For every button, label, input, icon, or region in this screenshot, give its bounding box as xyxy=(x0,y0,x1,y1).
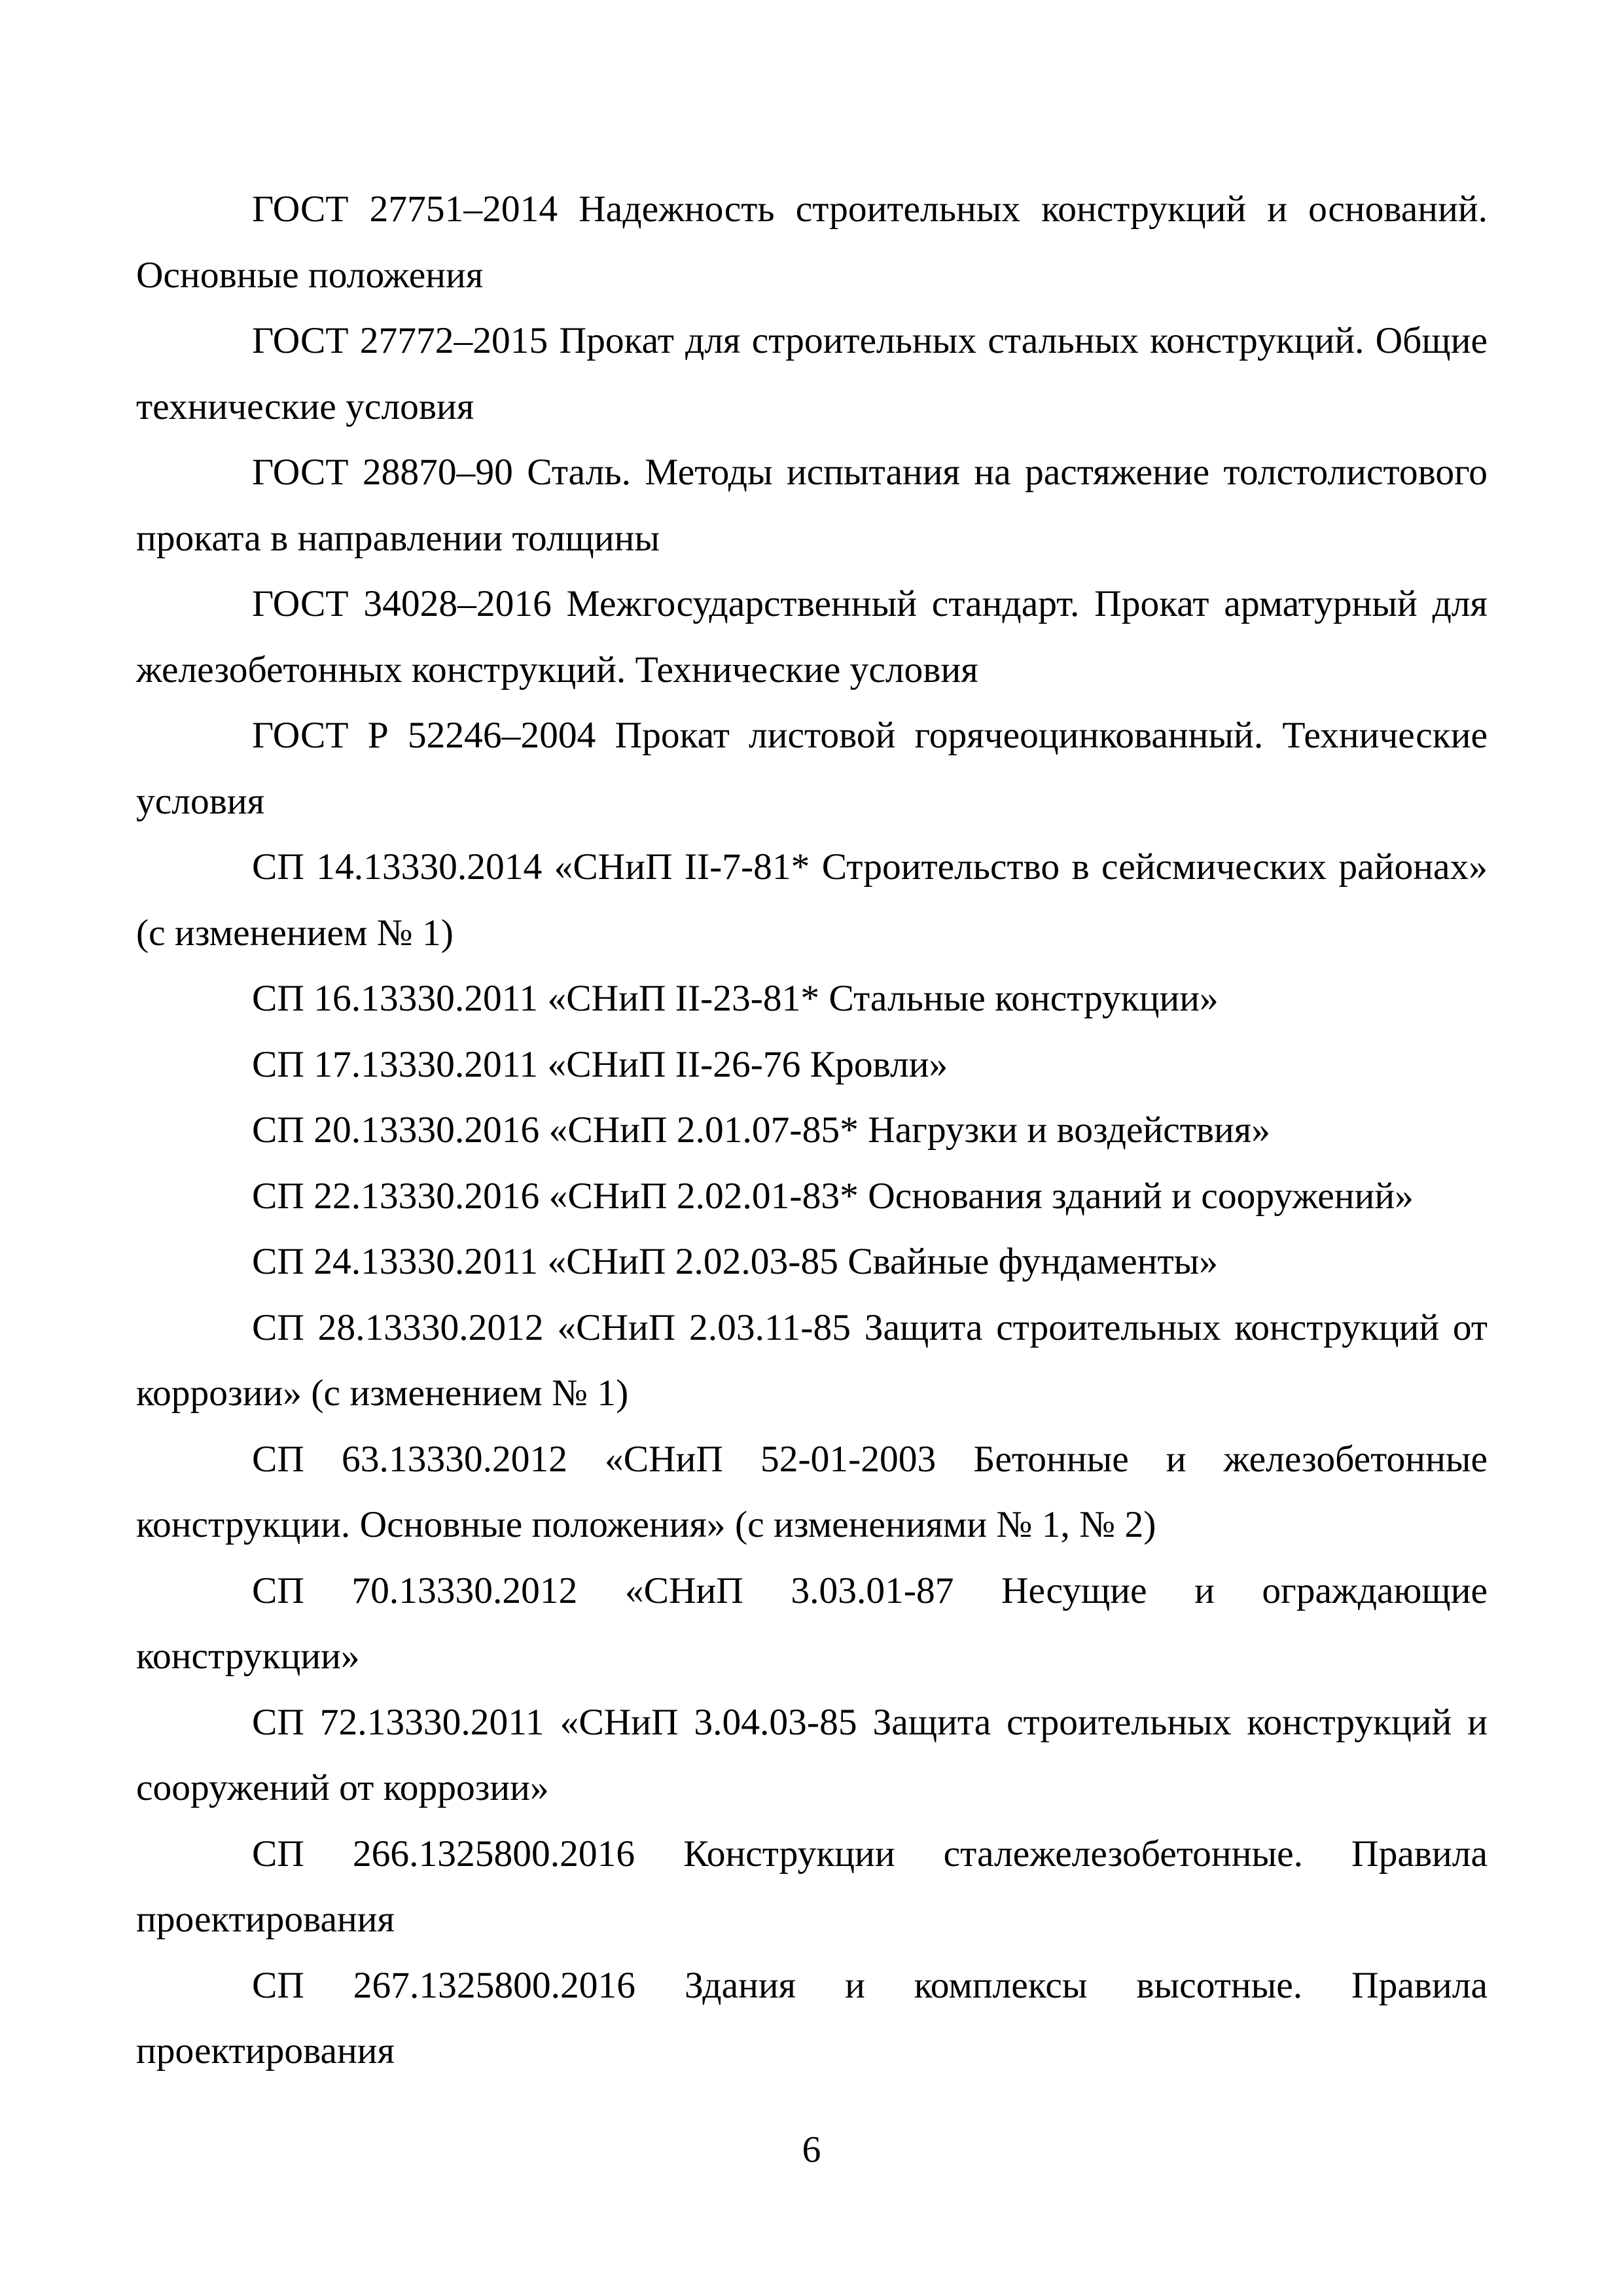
reference-item-gost-r-52246: ГОСТ Р 52246–2004 Прокат листовой горячеоцинкованный. Технические условия xyxy=(136,715,1488,822)
reference-item-gost-27772: ГОСТ 27772–2015 Прокат для строительных стальных конструкций. Общие технические условия xyxy=(136,320,1488,427)
reference-item-sp-267: СП 267.1325800.2016 Здания и комплексы высотные. Правила проектирования xyxy=(136,1964,1488,2072)
reference-item-gost-28870: ГОСТ 28870–90 Сталь. Методы испытания на растяжение толстолистового проката в направлении толщины xyxy=(136,452,1488,559)
reference-item-sp-14: СП 14.13330.2014 «СНиП II-7-81* Строительство в сейсмических районах» (с изменением № 1) xyxy=(136,846,1488,954)
reference-item-sp-16: СП 16.13330.2011 «СНиП II-23-81* Стальные конструкции» xyxy=(252,978,1219,1019)
reference-item-gost-34028: ГОСТ 34028–2016 Межгосударственный стандарт. Прокат арматурный для железобетонных конструкций. Технические условия xyxy=(136,583,1488,691)
reference-item-sp-63: СП 63.13330.2012 «СНиП 52-01-2003 Бетонные и железобетонные конструкции. Основные положения» (с изменениями № 1, № 2) xyxy=(136,1438,1488,1545)
normative-references-list xyxy=(136,177,1488,2085)
page-number: 6 xyxy=(802,2129,821,2170)
reference-item-sp-266: СП 266.1325800.2016 Конструкции сталежелезобетонные. Правила проектирования xyxy=(136,1833,1488,1940)
reference-item-sp-28: СП 28.13330.2012 «СНиП 2.03.11-85 Защита строительных конструкций от коррозии» (с изменением № 1) xyxy=(136,1306,1488,1414)
reference-item-sp-70: СП 70.13330.2012 «СНиП 3.03.01-87 Несущие и ограждающие конструкции» xyxy=(136,1570,1488,1677)
reference-item-sp-22: СП 22.13330.2016 «СНиП 2.02.01-83* Основания зданий и сооружений» xyxy=(252,1175,1414,1217)
reference-item-sp-72: СП 72.13330.2011 «СНиП 3.04.03-85 Защита строительных конструкций и сооружений от коррозии» xyxy=(136,1701,1488,1808)
reference-item-sp-20: СП 20.13330.2016 «СНиП 2.01.07-85* Нагрузки и воздействия» xyxy=(252,1109,1271,1151)
reference-item-sp-17: СП 17.13330.2011 «СНиП II-26-76 Кровли» xyxy=(252,1043,948,1085)
reference-item-sp-24: СП 24.13330.2011 «СНиП 2.02.03-85 Свайные фундаменты» xyxy=(252,1241,1218,1282)
reference-item-gost-27751: ГОСТ 27751–2014 Надежность строительных конструкций и оснований. Основные положения xyxy=(136,188,1488,296)
